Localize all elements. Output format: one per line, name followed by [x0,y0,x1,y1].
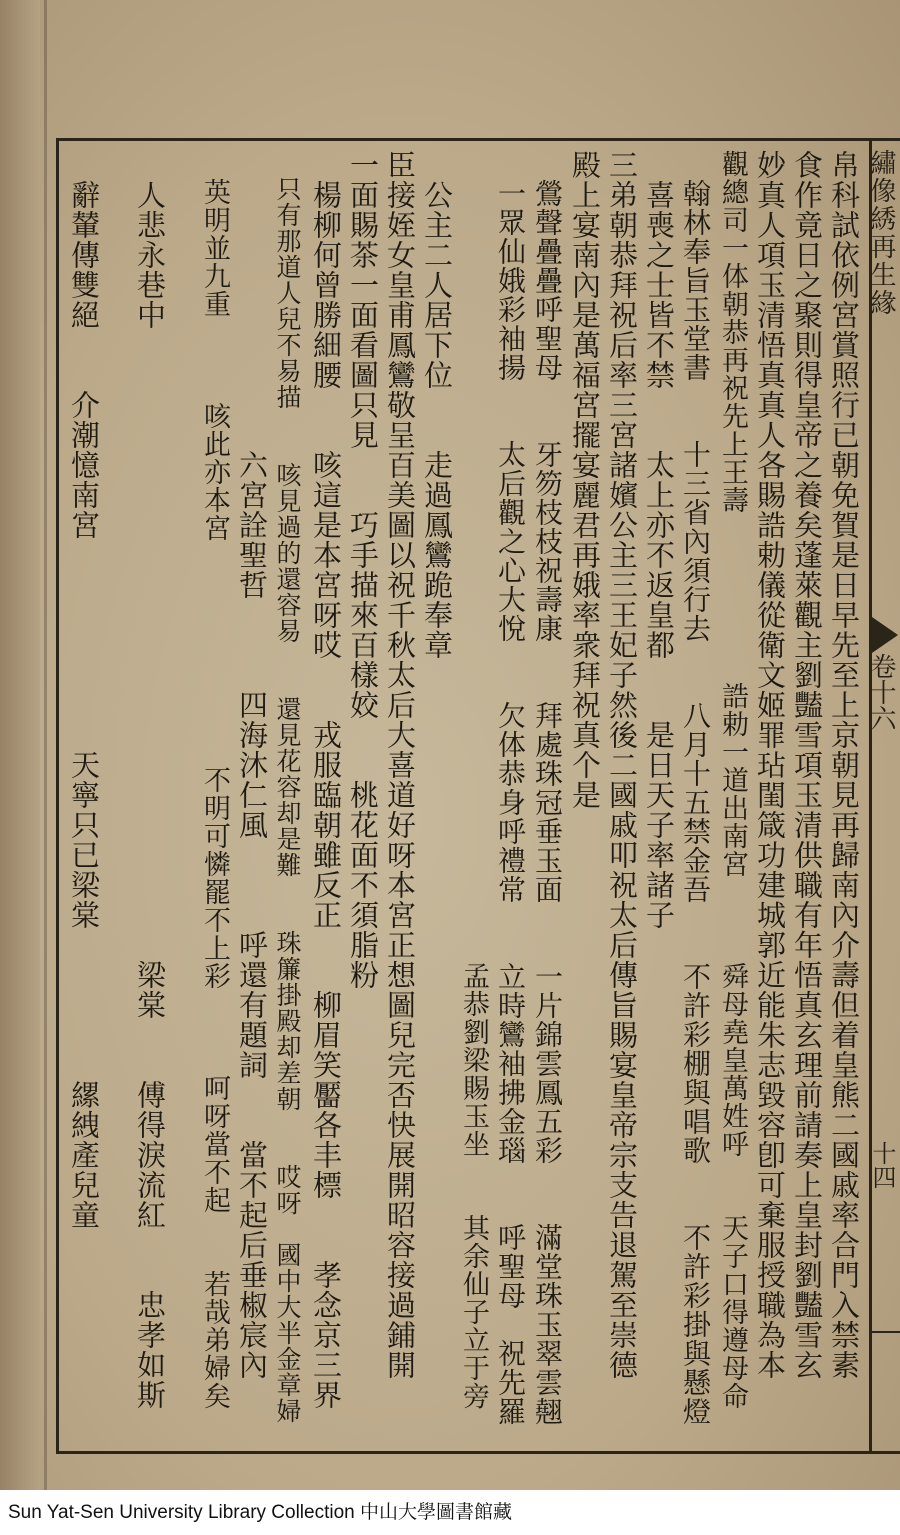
folio-number: 十四 [868,1141,896,1189]
text-column: 殿上宴南內是萬福宮擺宴麗君再娥率衆拜祝真个是 [568,150,602,810]
text-column: 妙真人項玉清悟真真人各賜誥勅儀從衛文姬罪玷閨箴功建城郭近能朱志毀容卽可棄服授職為本 [753,150,787,1380]
text-column: 孟恭劉梁賜玉坐 其余仙子立于旁 [458,150,489,1410]
text-column: 公主二人居下位 走過鳳鸞跪奉章 [420,150,454,660]
text-column: 三弟朝恭拜祝后率三宮諸嬪公主三王妃子然後二國戚叩祝太后傳旨賜宴皇帝宗支告退駕至崇德 [605,150,639,1380]
volume-label: 卷十六 [866,653,896,731]
text-column: 喜喪之士皆不禁 太上亦不返皇都 是日天子率諸子 [642,150,676,930]
text-column: 帛科試依例宮賞照行已朝免賀是日早先至上京朝見再歸南內介壽但着皇熊二國戚率合門入禁素 [827,150,861,1380]
text-column: 一面賜茶一面看圖只見 巧手描來百樣姣 桃花面不須脂粉 [346,150,380,990]
collection-credit: Sun Yat-Sen University Library Collection 中山大學圖書館藏 [0,1490,900,1535]
folio-rule [872,1331,900,1333]
text-column: 一眾仙娥彩袖揚 太后觀之心大悅 欠体恭身呼禮常 立時鸞袖拂金瑙 呼聖母 祝先羅 [494,150,527,1426]
text-column: 六宮詮聖哲 四海沐仁風 呼還有題詞 當不起后垂椒宸內 [235,150,269,1380]
fish-tail-mark [872,617,898,653]
text-column: 辭輦傳雙絕 介潮憶南宮 天寧只已梁棠 縲絏產兒童 [67,150,101,1230]
binding-edge [44,0,47,1490]
text-column: 楊柳何曾勝細腰 咳這是本宮呀哎 戎服臨朝雖反正 柳眉笑靨各丰標 孝念京三界 [309,150,343,1410]
page-gutter [0,0,40,1490]
text-column: 鶯聲疊疊呼聖母 牙笏枝枝祝壽康 拜處珠冠垂玉面 一片錦雲鳳五彩 滿堂珠玉翠雲翹 [531,150,564,1426]
text-column: 翰林奉旨玉堂書 十三省內須行去 八月十五禁金吾 不許彩棚與唱歌 不許彩掛與懸燈 [679,150,712,1426]
center-column [866,138,900,1454]
text-column: 只有那道人兒不易描 咳見過的還容易 還見花容却是難 珠簾掛殿却差朝 哎呀 國中大半金章婦 [273,150,302,1424]
text-column: 觀總司一体朝恭再祝先上王壽 誥勅一道出南宮 舜母堯皇萬姓呼 天子口得遵母命 [717,150,748,1410]
text-column: 食作竟日之聚則得皇帝之養矣蓬萊觀主劉豔雪項玉清供職有年悟真玄理前請奏上皇封劉豔雪玄 [790,150,824,1380]
text-column: 人悲永巷中 梁棠 傅得淚流紅 忠孝如斯 [133,150,167,1410]
text-column: 英明並九重 咳此亦本宮 不明可憐罷不上彩 呵呀當不起 若哉弟婦矣 [199,150,230,1410]
text-column: 臣接姪女皇甫鳳鸞敬呈百美圖以祝千秋太后大喜道好呀本宮正想圖兒完否快展開昭容接過鋪開 [383,150,417,1380]
book-title: 繡像綉再生緣 [866,149,896,317]
